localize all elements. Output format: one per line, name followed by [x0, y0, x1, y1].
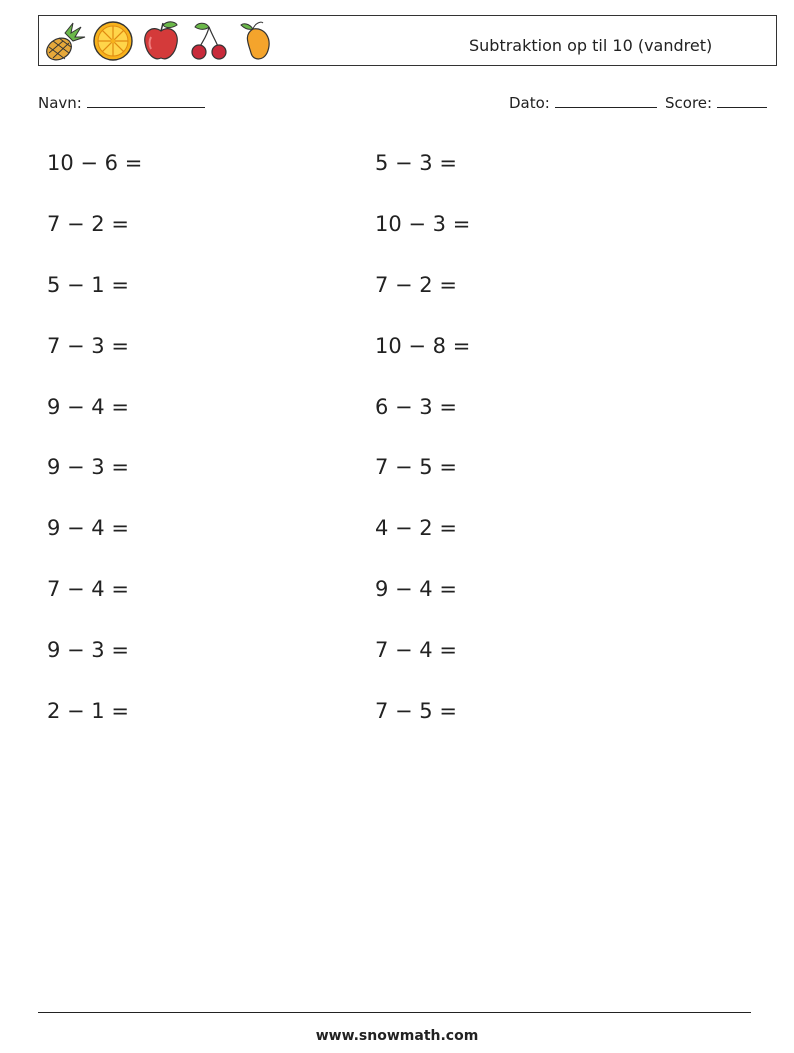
problem-right-3: 7 − 2 =: [375, 273, 457, 297]
name-field[interactable]: [38, 93, 205, 112]
footer-divider: [38, 1012, 751, 1013]
problem-left-1: 10 − 6 =: [47, 151, 143, 175]
problem-right-5: 6 − 3 =: [375, 395, 457, 419]
problem-left-8: 7 − 4 =: [47, 577, 129, 601]
problem-left-6: 9 − 3 =: [47, 455, 129, 479]
problem-left-2: 7 − 2 =: [47, 212, 129, 236]
problem-left-5: 9 − 4 =: [47, 395, 129, 419]
problem-right-4: 10 − 8 =: [375, 334, 471, 358]
problem-right-8: 9 − 4 =: [375, 577, 457, 601]
name-label: Navn:: [38, 94, 82, 112]
pineapple-icon: [43, 19, 87, 63]
problem-right-1: 5 − 3 =: [375, 151, 457, 175]
score-blank[interactable]: [717, 93, 767, 108]
cherries-icon: [187, 19, 231, 63]
problem-right-9: 7 − 4 =: [375, 638, 457, 662]
name-blank[interactable]: [87, 93, 205, 108]
orange-slice-icon: [91, 19, 135, 63]
problem-left-7: 9 − 4 =: [47, 516, 129, 540]
problem-left-10: 2 − 1 =: [47, 699, 129, 723]
date-field[interactable]: [509, 93, 657, 112]
date-blank[interactable]: [555, 93, 657, 108]
problem-left-3: 5 − 1 =: [47, 273, 129, 297]
problem-right-7: 4 − 2 =: [375, 516, 457, 540]
score-label: Score:: [665, 94, 713, 112]
date-label: Dato:: [509, 94, 550, 112]
problem-right-6: 7 − 5 =: [375, 455, 457, 479]
problem-left-9: 9 − 3 =: [47, 638, 129, 662]
problem-right-10: 7 − 5 =: [375, 699, 457, 723]
score-field[interactable]: [665, 93, 767, 112]
worksheet-header: [38, 15, 777, 66]
problem-left-4: 7 − 3 =: [47, 334, 129, 358]
footer-website[interactable]: www.snowmath.com: [315, 1028, 479, 1044]
mango-icon: [235, 19, 279, 63]
apple-icon: [139, 19, 183, 63]
problem-right-2: 10 − 3 =: [375, 212, 471, 236]
fruit-banner: [43, 19, 279, 63]
worksheet-title: Subtraktion op til 10 (vandret): [469, 36, 713, 55]
